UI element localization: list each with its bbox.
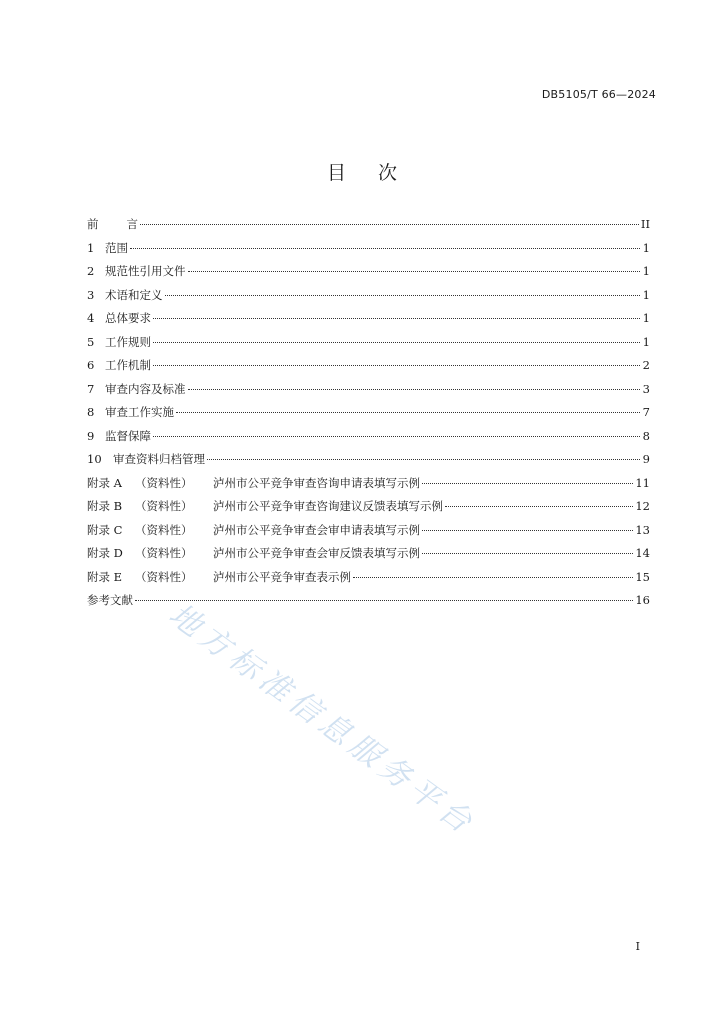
toc-entry-page: 8 bbox=[642, 428, 650, 443]
toc-entry-page: 1 bbox=[642, 334, 650, 349]
toc-entry-page: 1 bbox=[642, 264, 650, 278]
toc-entry-page: 13 bbox=[635, 522, 650, 537]
dot-leader bbox=[445, 506, 633, 507]
dot-leader bbox=[207, 459, 640, 460]
dot-leader bbox=[135, 600, 633, 601]
toc-entry-text bbox=[87, 381, 186, 397]
toc-entry-number: 1 bbox=[87, 240, 95, 255]
toc-entry-3[interactable] bbox=[87, 287, 650, 311]
dot-leader bbox=[140, 224, 639, 225]
toc-entry-text bbox=[87, 451, 205, 467]
toc-entry-label: 审查内容及标准 bbox=[105, 381, 186, 396]
toc-entry-label-char-1: 前 bbox=[87, 217, 127, 231]
toc-entry-page: 2 bbox=[642, 358, 650, 372]
toc-entry-7[interactable] bbox=[87, 381, 650, 405]
toc-entry-foreword[interactable] bbox=[87, 216, 650, 240]
toc-appendix-c[interactable] bbox=[87, 522, 650, 546]
appendix-tag: 附录 C bbox=[87, 522, 123, 537]
dot-leader bbox=[422, 483, 633, 484]
toc-entry-number: 5 bbox=[87, 334, 95, 349]
toc-entry-label: 规范性引用文件 bbox=[105, 264, 186, 278]
toc-entry-page: 12 bbox=[635, 499, 650, 513]
appendix-type: （资料性） bbox=[135, 522, 193, 537]
toc-entry-5[interactable] bbox=[87, 334, 650, 358]
toc-entry-page: 7 bbox=[642, 405, 650, 419]
toc-entry-label: 泸州市公平竞争审查表示例 bbox=[213, 569, 351, 584]
dot-leader bbox=[153, 436, 640, 437]
toc-entry-text bbox=[87, 428, 151, 444]
toc-entry-label: 审查资料归档管理 bbox=[113, 452, 205, 466]
dot-leader bbox=[176, 412, 640, 413]
appendix-type: （资料性） bbox=[135, 499, 193, 513]
toc-entry-label: 泸州市公平竞争审查会审反馈表填写示例 bbox=[213, 546, 420, 560]
toc-entry-label: 泸州市公平竞争审查咨询申请表填写示例 bbox=[213, 475, 420, 490]
toc-entry-text bbox=[87, 240, 128, 256]
toc-entry-label-char-2: 言 bbox=[126, 217, 138, 231]
toc-appendix-b[interactable] bbox=[87, 498, 650, 522]
page-title: 目次 bbox=[326, 162, 429, 184]
toc-entry-text bbox=[87, 404, 174, 420]
toc-entry-page: 11 bbox=[635, 475, 650, 490]
dot-leader bbox=[422, 530, 633, 531]
toc-entry-text bbox=[87, 310, 151, 326]
toc-entry-page: 14 bbox=[635, 546, 650, 560]
toc-entry-1[interactable] bbox=[87, 240, 650, 264]
toc-entry-page: 15 bbox=[635, 569, 650, 584]
dot-leader bbox=[153, 318, 640, 319]
toc-entry-label: 术语和定义 bbox=[105, 287, 163, 302]
toc-entry-text bbox=[87, 334, 151, 350]
toc-entry-label: 总体要求 bbox=[105, 311, 151, 325]
toc-entry-page: 3 bbox=[642, 381, 650, 396]
toc-entry-10[interactable] bbox=[87, 451, 650, 475]
toc-entry-text bbox=[87, 287, 163, 303]
toc-entry-text bbox=[87, 357, 151, 373]
dot-leader bbox=[188, 271, 641, 272]
page-number: I bbox=[635, 940, 640, 953]
dot-leader bbox=[153, 342, 640, 343]
appendix-type: （资料性） bbox=[135, 546, 193, 560]
toc-entry-text bbox=[87, 475, 420, 491]
toc-entry-page: 1 bbox=[642, 240, 650, 255]
toc-appendix-a[interactable] bbox=[87, 475, 650, 499]
toc-entry-label: 范围 bbox=[105, 240, 128, 255]
toc-entry-text bbox=[87, 522, 420, 538]
toc-entry-text bbox=[87, 498, 443, 514]
appendix-tag: 附录 A bbox=[87, 475, 122, 490]
toc-entry-number: 8 bbox=[87, 405, 95, 419]
appendix-type: （资料性） bbox=[135, 475, 193, 490]
dot-leader bbox=[188, 389, 641, 390]
toc-entry-9[interactable] bbox=[87, 428, 650, 452]
toc-entry-number: 4 bbox=[87, 311, 95, 325]
toc-entry-number: 9 bbox=[87, 428, 95, 443]
toc-entry-page: 1 bbox=[642, 311, 650, 325]
appendix-tag: 附录 B bbox=[87, 499, 123, 513]
toc-entry-8[interactable] bbox=[87, 404, 650, 428]
toc-entry-label: 监督保障 bbox=[105, 428, 151, 443]
toc-entry-label: 泸州市公平竞争审查咨询建议反馈表填写示例 bbox=[213, 499, 443, 513]
toc-entry-number: 3 bbox=[87, 287, 95, 302]
toc-appendix-d[interactable] bbox=[87, 545, 650, 569]
dot-leader bbox=[165, 295, 641, 296]
toc-entry-number: 2 bbox=[87, 264, 95, 278]
toc-appendix-e[interactable] bbox=[87, 569, 650, 593]
toc-entry-label: 泸州市公平竞争审查会审申请表填写示例 bbox=[213, 522, 420, 537]
toc-entry-number: 6 bbox=[87, 358, 95, 372]
toc-entry-label: 工作机制 bbox=[105, 358, 151, 372]
watermark-text: 地方标准信息服务平台 bbox=[162, 596, 483, 844]
appendix-tag: 附录 E bbox=[87, 569, 123, 584]
toc-entry-page: II bbox=[640, 217, 650, 231]
appendix-tag: 附录 D bbox=[87, 546, 123, 560]
toc-entry-page: 16 bbox=[635, 593, 650, 607]
toc-entry-4[interactable] bbox=[87, 310, 650, 334]
toc-entry-label: 审查工作实施 bbox=[105, 405, 174, 419]
toc-entry-label: 工作规则 bbox=[105, 334, 151, 349]
dot-leader bbox=[422, 553, 633, 554]
toc-entry-page: 1 bbox=[642, 287, 650, 302]
appendix-type: （资料性） bbox=[135, 569, 193, 584]
toc-entry-2[interactable] bbox=[87, 263, 650, 287]
dot-leader bbox=[153, 365, 640, 366]
toc-entry-number: 10 bbox=[87, 452, 102, 466]
toc-entry-text bbox=[87, 263, 186, 279]
table-of-contents bbox=[87, 216, 650, 616]
toc-entry-text bbox=[87, 569, 351, 585]
toc-entry-page: 9 bbox=[642, 452, 650, 466]
dot-leader bbox=[353, 577, 633, 578]
toc-entry-label bbox=[87, 216, 138, 232]
toc-entry-label: 参考文献 bbox=[87, 593, 133, 607]
toc-entry-number: 7 bbox=[87, 381, 95, 396]
document-code: DB5105/T 66—2024 bbox=[541, 88, 656, 101]
toc-entry-text bbox=[87, 545, 420, 561]
dot-leader bbox=[130, 248, 640, 249]
toc-entry-6[interactable] bbox=[87, 357, 650, 381]
